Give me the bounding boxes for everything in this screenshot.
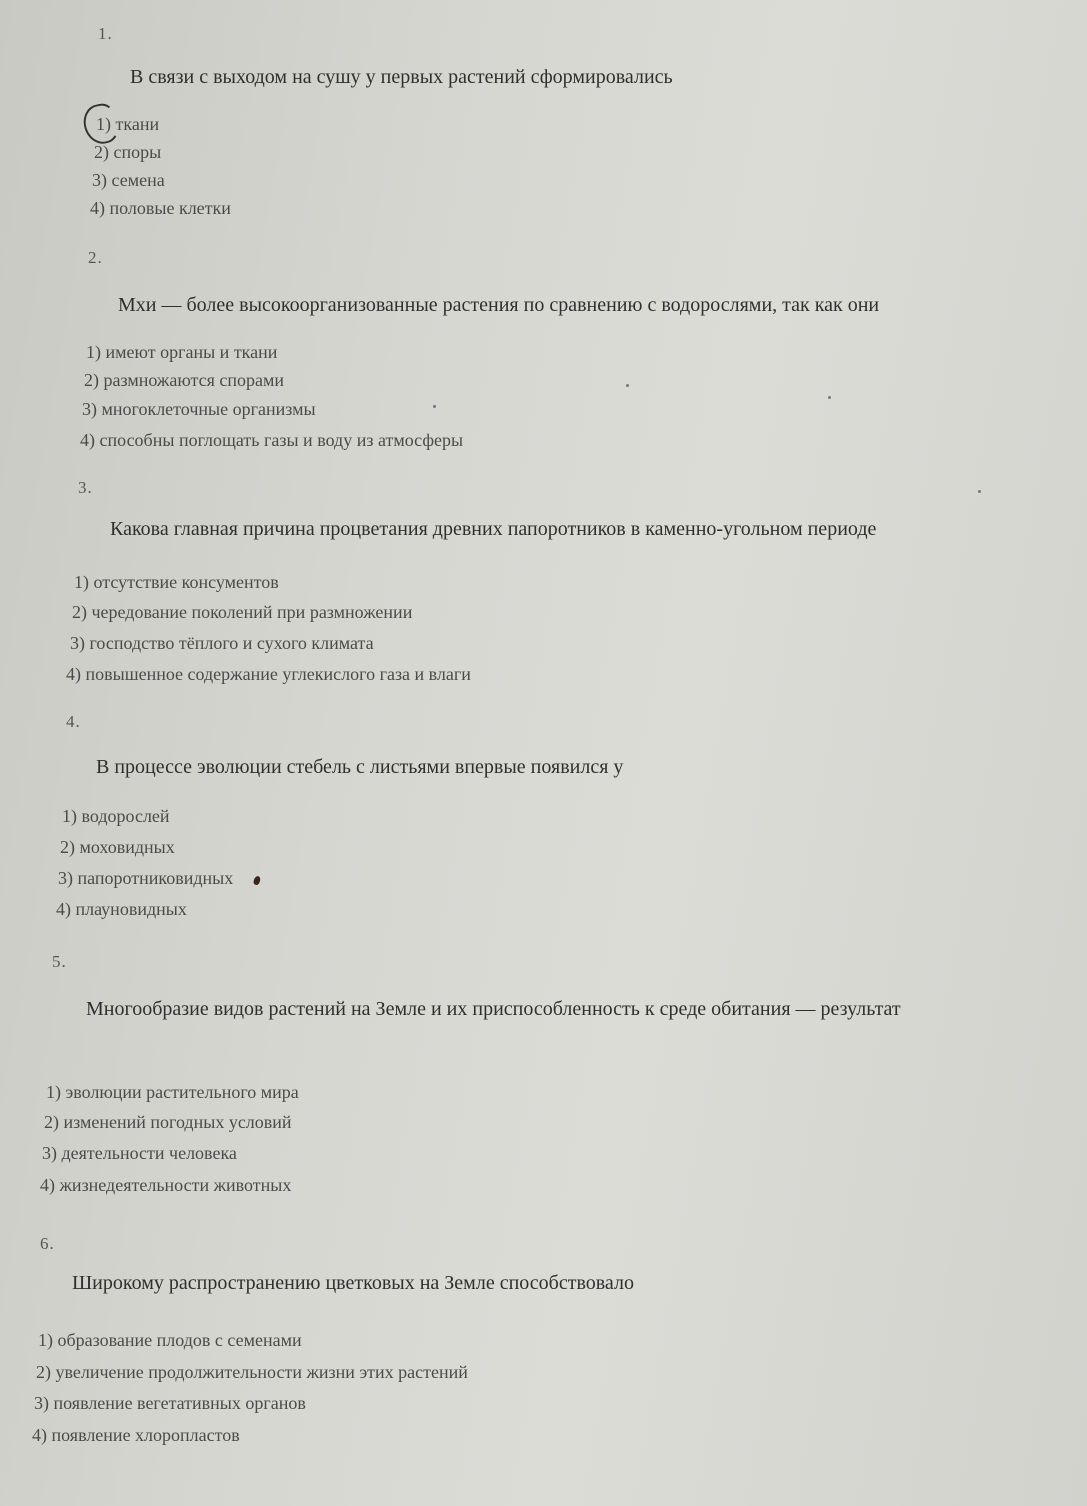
answer-option: 4) способны поглощать газы и воду из атмосферы xyxy=(80,430,464,450)
answer-option: 4) половые клетки xyxy=(90,198,231,218)
answer-option: 3) семена xyxy=(92,170,165,190)
answer-option: 4) плауновидных xyxy=(56,899,187,919)
answer-option: 3) господство тёплого и сухого климата xyxy=(70,633,374,653)
answer-option: 1) водорослей xyxy=(62,806,170,826)
answer-option: 4) жизнедеятельности животных xyxy=(40,1175,292,1195)
answer-option: 2) размножаются спорами xyxy=(84,370,285,390)
answer-option: 1) ткани xyxy=(96,114,160,134)
answer-option: 3) папоротниковидных xyxy=(58,868,234,888)
question-number: 1. xyxy=(98,24,113,43)
ink-spot xyxy=(253,875,262,886)
answer-option: 1) отсутствие консументов xyxy=(74,572,279,592)
handwritten-circle-mark xyxy=(80,101,122,147)
question-number: 2. xyxy=(88,248,103,267)
answer-option: 2) моховидных xyxy=(60,837,175,857)
answer-option: 3) многоклеточные организмы xyxy=(82,399,316,419)
answer-option: 3) появление вегетативных органов xyxy=(34,1393,306,1413)
answer-option: 2) споры xyxy=(94,142,162,162)
answer-option: 1) имеют органы и ткани xyxy=(86,342,278,362)
answer-option: 2) изменений погодных условий xyxy=(44,1112,292,1132)
paper-speck xyxy=(433,405,436,408)
question-text: В процессе эволюции стебель с листьями впервые появился у xyxy=(96,756,624,778)
answer-option: 2) чередование поколений при размножении xyxy=(72,602,413,622)
answer-option: 1) эволюции растительного мира xyxy=(46,1082,299,1102)
answer-option: 2) увеличение продолжительности жизни этих растений xyxy=(36,1362,468,1382)
paper-speck xyxy=(626,384,629,387)
question-text: Многообразие видов растений на Земле и их приспособленность к среде обитания — результат xyxy=(86,998,901,1020)
question-number: 3. xyxy=(78,478,93,497)
answer-option: 4) появление хлоропластов xyxy=(32,1425,240,1445)
answer-option: 3) деятельности человека xyxy=(42,1143,237,1163)
question-text: В связи с выходом на сушу у первых растений сформировались xyxy=(130,66,673,88)
question-text: Широкому распространению цветковых на Земле способствовало xyxy=(72,1272,634,1294)
answer-option: 1) образование плодов с семенами xyxy=(38,1330,302,1350)
paper-speck xyxy=(978,490,981,493)
question-number: 4. xyxy=(66,712,81,731)
question-text: Какова главная причина процветания древних папоротников в каменно-угольном периоде xyxy=(110,518,877,540)
answer-option: 4) повышенное содержание углекислого газа и влаги xyxy=(66,664,471,684)
question-number: 5. xyxy=(52,952,67,971)
question-number: 6. xyxy=(40,1234,55,1253)
question-text: Мхи — более высокоорганизованные растения по сравнению с водорослями, так как они xyxy=(118,294,880,316)
paper-speck xyxy=(828,396,831,399)
